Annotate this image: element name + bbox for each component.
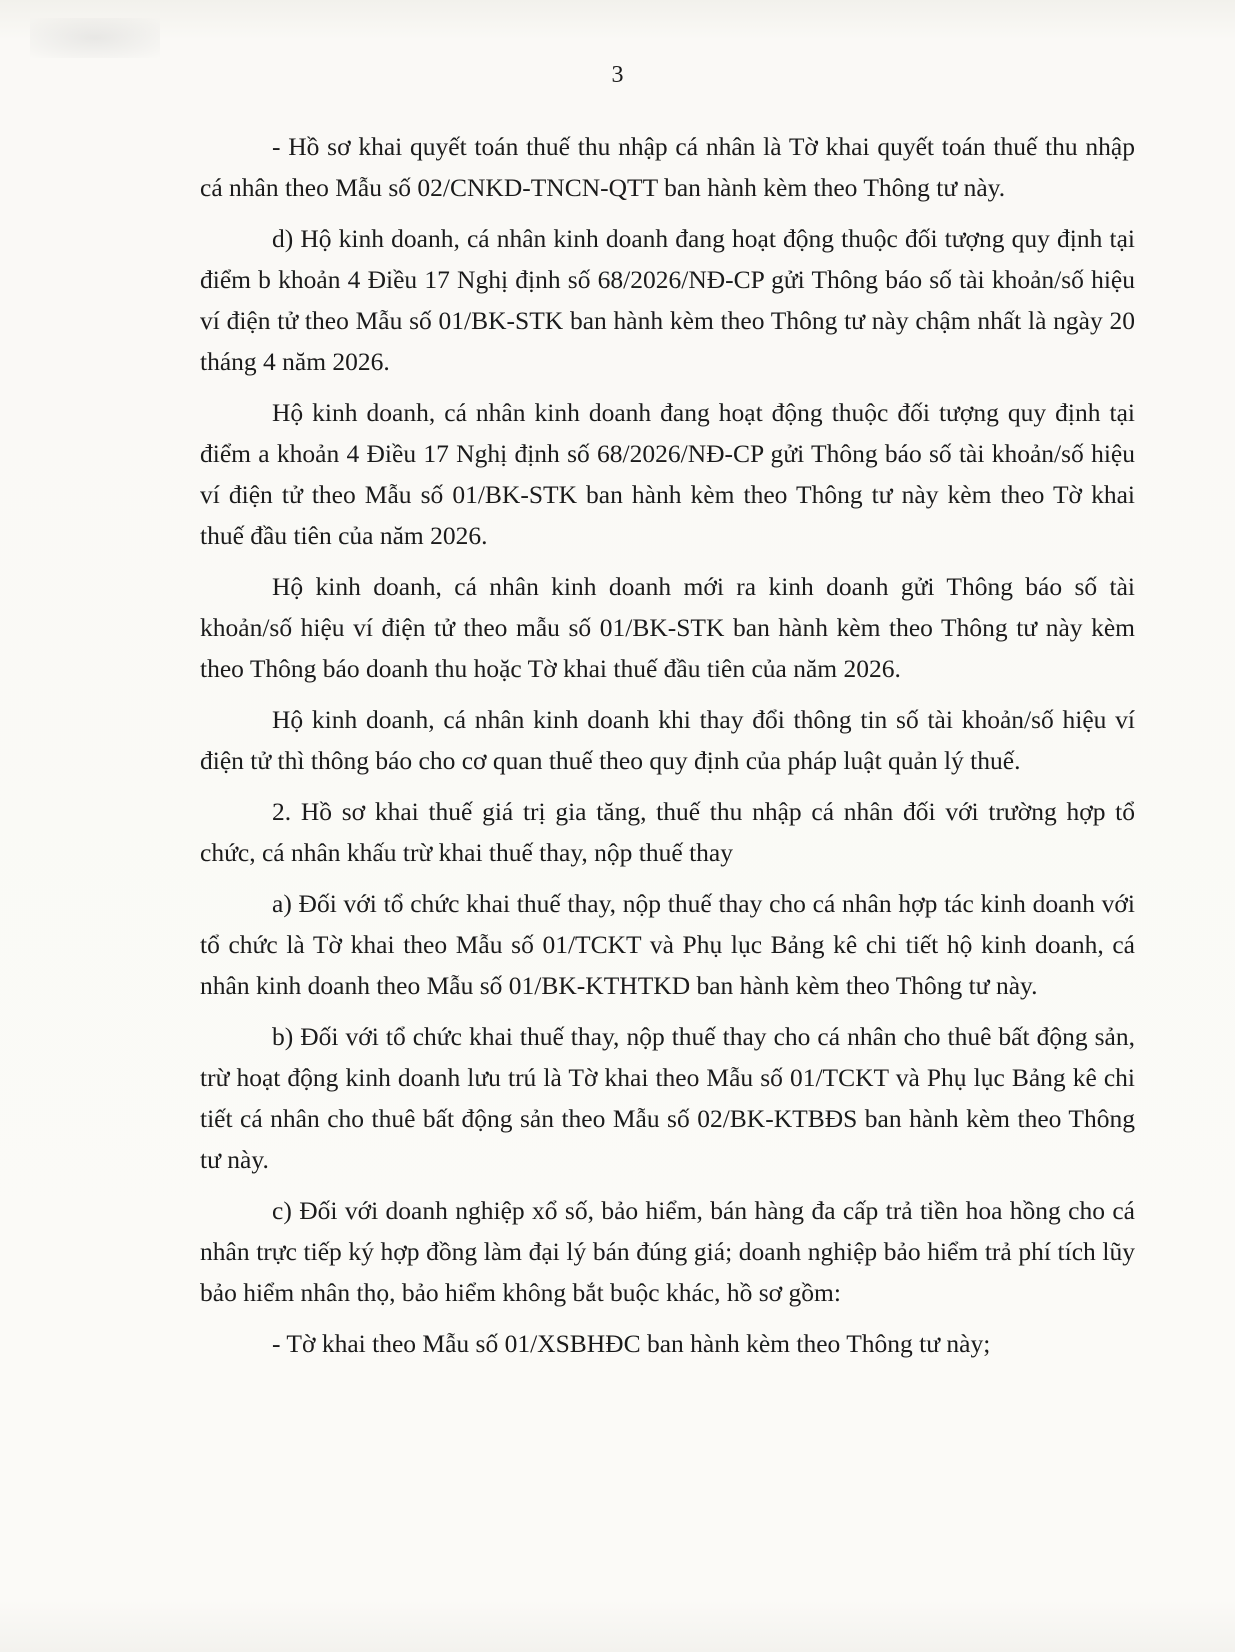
paragraph-declaration-form: - Tờ khai theo Mẫu số 01/XSBHĐC ban hành kèm theo Thông tư này; <box>272 1329 991 1358</box>
page-number: 3 <box>611 62 624 88</box>
paragraph-item-c: c) Đối với doanh nghiệp xổ số, bảo hiểm, bán hàng đa cấp trả tiền hoa hồng cho cá nhân trực tiếp ký hợp đồng làm đại lý bán đúng giá; doanh nghiệp bảo hiểm trả phí tích lũy bảo hiểm nhân thọ, bảo hiểm không bắt buộc khác, hồ sơ gồm: <box>200 1196 1135 1307</box>
paragraph-item-b: b) Đối với tổ chức khai thuế thay, nộp thuế thay cho cá nhân cho thuê bất động sản, trừ hoạt động kinh doanh lưu trú là Tờ khai theo Mẫu số 01/TCKT và Phụ lục Bảng kê chi tiết cá nhân cho thuê bất động sản theo Mẫu số 02/BK-KTBĐS ban hành kèm theo Thông tư này. <box>200 1022 1135 1174</box>
paragraph-item-d: d) Hộ kinh doanh, cá nhân kinh doanh đang hoạt động thuộc đối tượng quy định tại điểm b khoản 4 Điều 17 Nghị định số 68/2026/NĐ-CP gửi Thông báo số tài khoản/số hiệu ví điện tử theo Mẫu số 01/BK-STK ban hành kèm theo Thông tư này chậm nhất là ngày 20 tháng 4 năm 2026. <box>200 224 1135 376</box>
paragraph-settlement-dossier: - Hồ sơ khai quyết toán thuế thu nhập cá nhân là Tờ khai quyết toán thuế thu nhập cá nhân theo Mẫu số 02/CNKD-TNCN-QTT ban hành kèm theo Thông tư này. <box>200 132 1135 202</box>
paragraph-new-business: Hộ kinh doanh, cá nhân kinh doanh mới ra kinh doanh gửi Thông báo số tài khoản/số hiệu ví điện tử theo mẫu số 01/BK-STK ban hành kèm theo Thông tư này kèm theo Thông báo doanh thu hoặc Tờ khai thuế đầu tiên của năm 2026. <box>200 572 1135 683</box>
paragraph-section-2: 2. Hồ sơ khai thuế giá trị gia tăng, thuế thu nhập cá nhân đối với trường hợp tổ chức, cá nhân khấu trừ khai thuế thay, nộp thuế thay <box>200 797 1135 867</box>
paragraph-item-a: a) Đối với tổ chức khai thuế thay, nộp thuế thay cho cá nhân hợp tác kinh doanh với tổ chức là Tờ khai theo Mẫu số 01/TCKT và Phụ lục Bảng kê chi tiết hộ kinh doanh, cá nhân kinh doanh theo Mẫu số 01/BK-KTHTKD ban hành kèm theo Thông tư này. <box>200 889 1135 1000</box>
paragraph-change-info: Hộ kinh doanh, cá nhân kinh doanh khi thay đổi thông tin số tài khoản/số hiệu ví điện tử thì thông báo cho cơ quan thuế theo quy định của pháp luật quản lý thuế. <box>200 705 1135 775</box>
document-body <box>200 126 1135 1374</box>
scan-smudge <box>30 18 160 58</box>
paragraph-point-a: Hộ kinh doanh, cá nhân kinh doanh đang hoạt động thuộc đối tượng quy định tại điểm a khoản 4 Điều 17 Nghị định số 68/2026/NĐ-CP gửi Thông báo số tài khoản/số hiệu ví điện tử theo Mẫu số 01/BK-STK ban hành kèm theo Thông tư này kèm theo Tờ khai thuế đầu tiên của năm 2026. <box>200 398 1135 550</box>
